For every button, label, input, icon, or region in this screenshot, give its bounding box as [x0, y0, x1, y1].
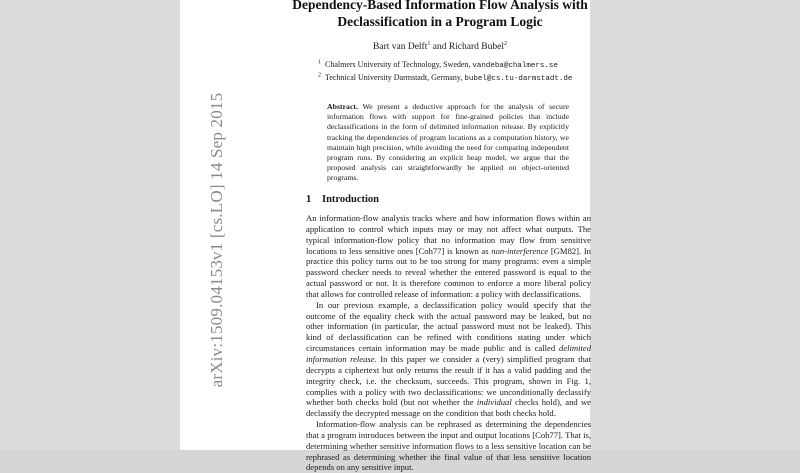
- paragraph-text: Information-flow analysis can be rephrased as determining the dependencies that a program introduces between the input and output locations [Coh77]. That is, determining whether sensitive information flows to a less sensitive location can be rephrased as determining whether the final value of that less sensitive location depends on any sensitive input.: [306, 419, 591, 473]
- abstract: [327, 102, 569, 184]
- paragraph-text: . In this paper we consider a (very) simplified program that decrypts a ciphertext but only returns the result if it has a valid padding and the integrity check, i.e. the checksum, succeeds. This program, shown in Fig. 1, complies with a policy with two declassifications: we unconditionally declassify whether both checks hold (but not whether the: [306, 353, 591, 408]
- affiliation-email: vandeba@chalmers.se: [472, 62, 558, 70]
- affiliation-mark: 2: [318, 72, 321, 79]
- paper-title: Dependency-Based Information Flow Analysis with Declassification in a Program Logic: [292, 0, 588, 29]
- abstract-label: Abstract.: [327, 102, 358, 111]
- author-affil-mark: 1: [427, 40, 431, 47]
- paragraph-text: In our previous example, a declassification policy would specify that the outcome of the equality check with the actual password may be leaked, but no other information (in particular, the actual password must not be leaked). This kind of declassification can be refined with conditions stating under which circumstances certain information may be made public and is called: [306, 299, 591, 354]
- left-background: [0, 0, 180, 450]
- emphasis: non-interference: [491, 245, 549, 256]
- emphasis: delimited information release: [306, 343, 591, 364]
- abstract-text: We present a deductive approach for the analysis of secure information flows with support for fine-grained policies that include declassifications in the form of delimited information release. By explicitly tracking the dependencies of program locations as a computation history, we maintain high precision, while avoiding the need for comparing independent program runs. By considering an explicit heap model, we argue that the proposed analysis can straightforwardly be applied on object-oriented programs.: [327, 102, 569, 183]
- paragraph-text: checks hold), and we declassify the decrypted message on the condition that both checks hold.: [306, 397, 591, 419]
- affiliation-row: [318, 59, 588, 72]
- author-conjunction: and: [430, 42, 449, 52]
- author-name: Richard Bubel: [448, 42, 504, 52]
- affiliation-text: Technical University Darmstadt, Germany,: [325, 73, 465, 82]
- paragraph-text: [GM82]. In practice this policy turns out to be too strong for many programs: even a simple password checker needs to reveal whether the entered password is equal to the actual password or not. It is therefore common to enforce a more liberal policy that allows for controlled release of information: a policy with declassifications.: [306, 245, 591, 299]
- section-heading: [306, 194, 379, 205]
- right-background: [590, 0, 800, 450]
- arxiv-identifier: arXiv:1509.04153v1 [cs.LO] 14 Sep 2015: [207, 92, 226, 388]
- paragraph: [306, 419, 591, 473]
- emphasis: individual: [476, 397, 512, 408]
- body-text: [306, 213, 591, 473]
- author-affil-mark: 2: [503, 40, 507, 47]
- section-number: 1: [306, 194, 312, 205]
- section-title: Introduction: [322, 194, 379, 205]
- author-line: [290, 42, 590, 52]
- affiliation-mark: 1: [318, 59, 321, 66]
- affiliation-row: [318, 72, 588, 85]
- paragraph: [306, 300, 591, 419]
- author-name: Bart van Delft: [373, 42, 428, 52]
- paragraph: [306, 213, 591, 300]
- paragraph-text: An information-flow analysis tracks where and how information flows within an application to control which inputs may or may not affect what outputs. The typical information-flow policy that no information may flow from sensitive locations to less sensitive ones [Coh77] is known as: [306, 213, 591, 256]
- affiliation-email: bubel@cs.tu-darmstadt.de: [464, 75, 573, 83]
- affiliations: [318, 59, 588, 85]
- affiliation-text: Chalmers University of Technology, Sweden,: [325, 60, 473, 69]
